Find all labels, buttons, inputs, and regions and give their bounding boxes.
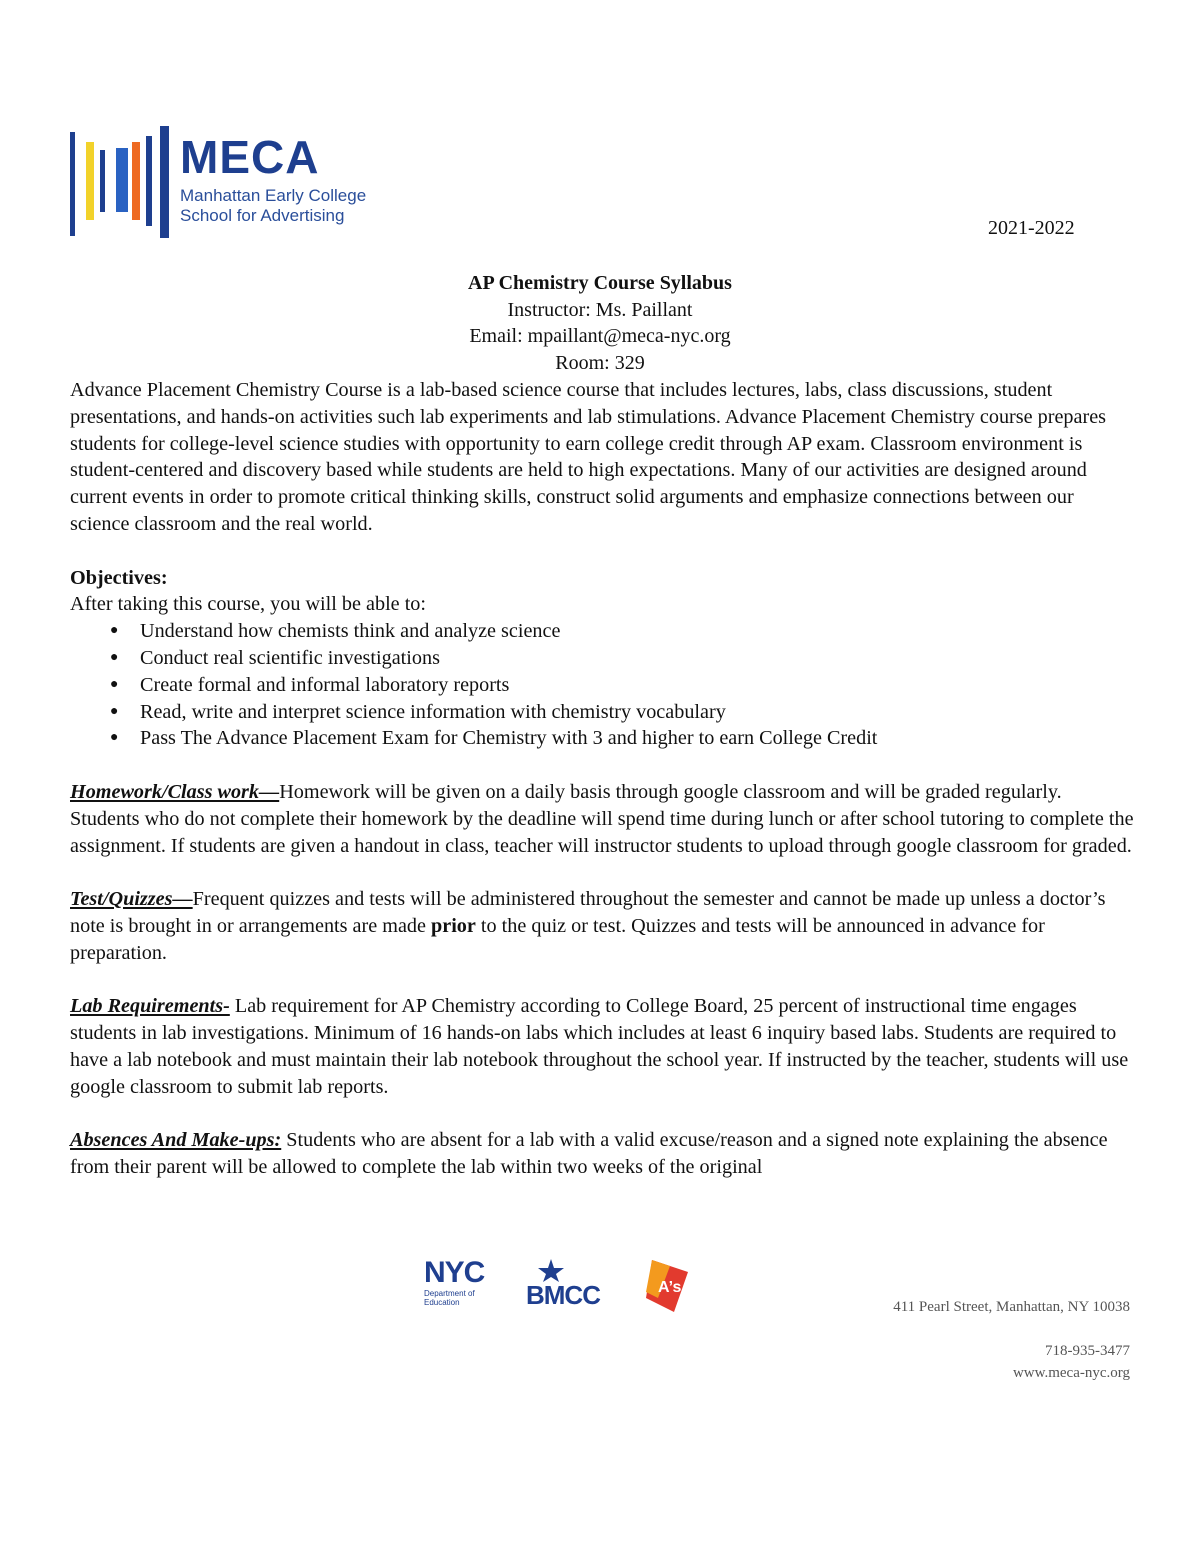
footer-contact — [893, 1296, 1130, 1384]
homework-text: Homework will be given on a daily basis through google classroom and will be graded regularly. Students who do not complete their homework by the deadline will spend time during lunch or after school tutoring to complete the assignment. If students are given a handout in class, teacher will instructor students to upload through google classroom for graded. — [70, 780, 1134, 857]
as-logo-icon — [644, 1258, 692, 1314]
bullet-icon: ● — [110, 676, 119, 692]
lab-label: Lab Requirements- — [70, 995, 230, 1018]
bmcc-star-icon — [536, 1258, 566, 1282]
absences-text: Students who are absent for a lab with a valid excuse/reason and a signed note explaining the absence from their parent will be allowed to complete the lab within two weeks of the original — [70, 1129, 1108, 1179]
list-item: ● Conduct real scientific investigations — [110, 645, 1136, 672]
meca-logo-bars-icon — [66, 124, 178, 240]
logo-wordmark: MECA — [180, 131, 320, 183]
syllabus-body — [70, 377, 1136, 1181]
homework-section — [70, 779, 1136, 859]
absences-label: Absences And Make-ups: — [70, 1129, 282, 1152]
intro-paragraph: Advance Placement Chemistry Course is a lab-based science course that includes lectures, labs, class discussions, student presentations, and hands-on activities such lab experiments and lab stimulations. Advance Placement Chemistry course prepares students for college-level science studies with opportunity to earn college credit through AP exam. Classroom environment is student-centered and discovery based while students are held to high expectations. Many of our activities are designed around current events in order to promote critical thinking skills, construct solid arguments and emphasize connections between our science classroom and the real world. — [70, 379, 1107, 535]
instructor-email: Email: mpaillant@meca-nyc.org — [469, 325, 731, 347]
nyc-doe-logo: NYC — [424, 1256, 485, 1289]
lab-text: Lab requirement for AP Chemistry according to College Board, 25 percent of instructional time engages students in lab investigations. Minimum of 16 hands-on labs which includes at least 6 inquiry based labs. Students are required to have a lab notebook and must maintain their lab notebook throughout the school year. If instructed by the teacher, students will use google classroom to submit lab reports. — [70, 995, 1129, 1098]
partner-logos — [420, 1258, 700, 1318]
list-item: ● Read, write and interpret science information with chemistry vocabulary — [110, 699, 1136, 726]
syllabus-header — [70, 270, 1130, 376]
bullet-icon: ● — [110, 730, 119, 746]
list-item: ● Pass The Advance Placement Exam for Chemistry with 3 and higher to earn College Credit — [110, 725, 1136, 752]
tests-label: Test/Quizzes— — [70, 888, 193, 911]
prior-emphasis: prior — [431, 914, 476, 937]
absences-section — [70, 1127, 1136, 1181]
nyc-doe-subtitle: Department of Education — [424, 1289, 475, 1307]
homework-label: Homework/Class work— — [70, 780, 280, 803]
room-number: Room: 329 — [555, 351, 645, 374]
footer-website[interactable]: www.meca-nyc.org — [1012, 1365, 1130, 1381]
bullet-icon: ● — [110, 703, 119, 719]
list-item: ● Create formal and informal laboratory reports — [110, 672, 1136, 699]
tests-section: Test/Quizzes—Frequent quizzes and tests will be administered throughout the semester and cannot be made up unless a doctor’s note is brought in or arrangements are made prior to the quiz or test. Quizzes and tests will be announced in advance for preparation. — [70, 888, 1106, 964]
school-year: 2021-2022 — [988, 217, 1075, 239]
objectives-list — [70, 618, 1136, 752]
objectives-lead: After taking this course, you will be able to: — [70, 593, 427, 616]
lab-section — [70, 993, 1136, 1100]
instructor: Instructor: Ms. Paillant — [507, 298, 693, 321]
list-item: ● Understand how chemists think and analyze science — [110, 618, 1136, 645]
page-title: AP Chemistry Course Syllabus — [468, 272, 732, 294]
bmcc-logo: BMCC — [526, 1280, 600, 1310]
bullet-icon: ● — [110, 623, 119, 639]
school-logo — [66, 124, 376, 240]
as-logo-text: A’s — [658, 1279, 682, 1296]
logo-subtitle: Manhattan Early College School for Advertising — [180, 186, 367, 225]
footer-address: 411 Pearl Street, Manhattan, NY 10038 — [893, 1299, 1130, 1315]
footer-phone: 718-935-3477 — [1045, 1343, 1130, 1359]
objectives-heading: Objectives: — [70, 566, 168, 589]
bullet-icon: ● — [110, 649, 119, 665]
